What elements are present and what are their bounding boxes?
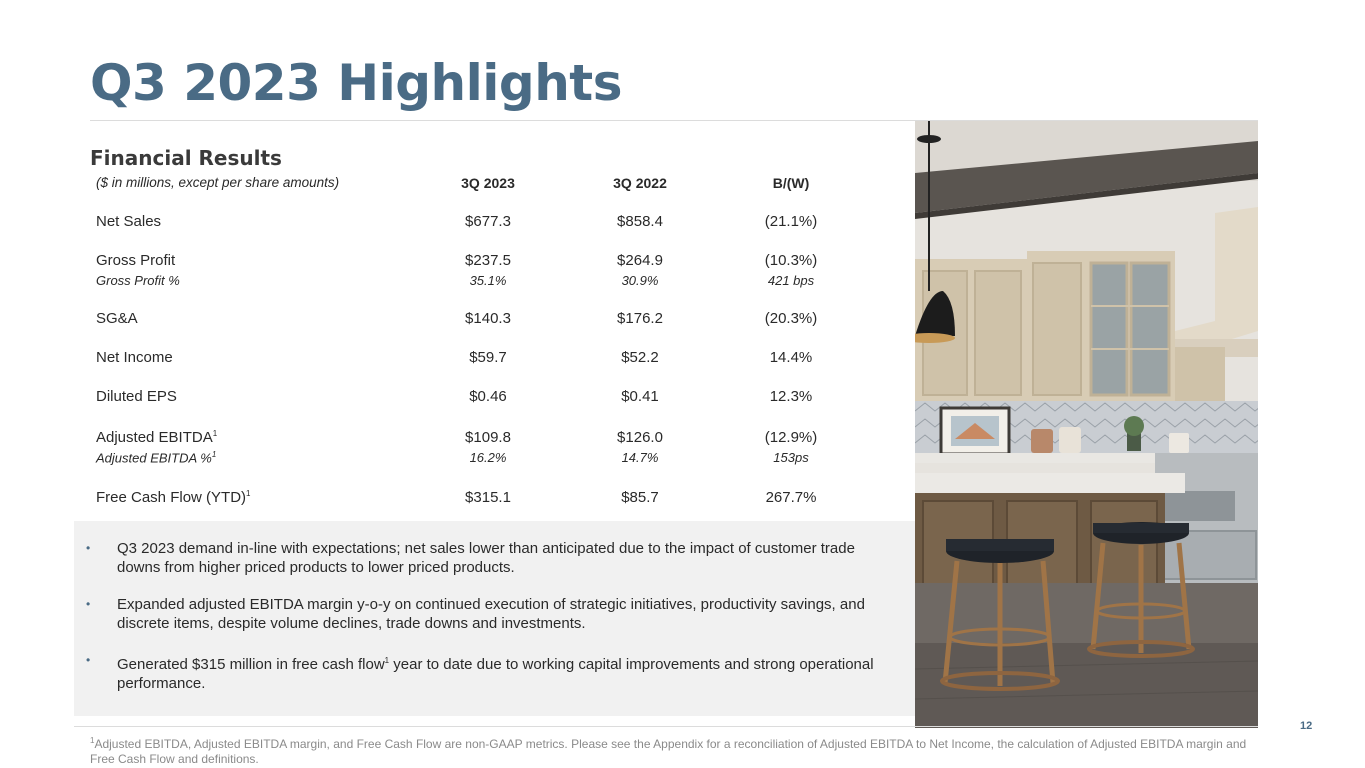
row-label (96, 429, 217, 446)
footnote-marker: 1 (211, 450, 217, 459)
table-header (96, 175, 896, 195)
bullet-text-pre: Generated $315 million in free cash flow (117, 656, 385, 673)
table-row-free-cash-flow (96, 489, 896, 509)
table-header-col2: 3Q 2022 (613, 175, 667, 191)
row-value-3q2023: 16.2% (469, 450, 507, 465)
table-row-gross-profit-pct (96, 273, 896, 293)
footnote-marker: 1 (212, 429, 218, 438)
row-value-bw: 153ps (773, 450, 809, 465)
row-value-bw: 267.7% (765, 489, 817, 506)
row-value-3q2022: $264.9 (617, 252, 663, 269)
row-label: Gross Profit % (96, 273, 180, 288)
row-value-bw: 14.4% (769, 349, 813, 366)
row-value-bw: 12.3% (769, 388, 813, 405)
row-value-bw: (12.9%) (764, 429, 818, 446)
row-value-bw: (10.3%) (764, 252, 818, 269)
row-value-bw: 421 bps (767, 273, 815, 288)
row-label-text: Free Cash Flow (YTD) (96, 489, 247, 506)
row-value-3q2022: $0.41 (621, 388, 659, 405)
footnote (90, 733, 1260, 767)
row-value-3q2023: $0.46 (469, 388, 507, 405)
table-row-net-sales (96, 213, 896, 233)
row-label (96, 450, 216, 465)
row-value-3q2022: 14.7% (621, 450, 659, 465)
row-value-3q2023: $59.7 (469, 349, 507, 366)
row-label: SG&A (96, 310, 138, 327)
bullet-text (117, 651, 887, 693)
bullet-dot-icon: • (86, 597, 91, 611)
row-value-3q2023: 35.1% (469, 273, 507, 288)
row-label: Net Sales (96, 213, 162, 230)
row-value-3q2022: $126.0 (617, 429, 663, 446)
page-number: 12 (1300, 720, 1313, 732)
table-row-net-income (96, 349, 896, 369)
row-value-3q2022: $858.4 (617, 213, 663, 230)
row-label (96, 489, 250, 506)
row-label: Gross Profit (96, 252, 176, 269)
table-row-gross-profit (96, 252, 896, 272)
footer-divider (74, 726, 1258, 727)
table-row-sga (96, 310, 896, 330)
footnote-marker: 1 (90, 736, 95, 745)
row-label-text: Adjusted EBITDA (96, 429, 213, 446)
row-value-3q2022: $85.7 (621, 489, 659, 506)
table-row-adjusted-ebitda (96, 429, 896, 449)
footnote-text: Adjusted EBITDA, Adjusted EBITDA margin, and Free Cash Flow are non-GAAP metrics. Please see the Appendix for a reconciliation of Adjusted EBITDA to Net Income, the calculation of Adjusted EBITDA margin and Free Cash Flow and definitions. (90, 737, 1247, 766)
table-row-adjusted-ebitda-pct (96, 450, 896, 470)
section-title: Financial Results (90, 146, 282, 170)
footnote-marker: 1 (384, 656, 390, 665)
row-value-bw: (20.3%) (764, 310, 818, 327)
bullet-text: Expanded adjusted EBITDA margin y-o-y on continued execution of strategic initiatives, productivity savings, and discrete items, despite volume declines, trade downs and investments. (117, 596, 865, 632)
row-value-3q2023: $677.3 (465, 213, 511, 230)
row-value-3q2023: $315.1 (465, 489, 511, 506)
row-value-3q2022: 30.9% (621, 273, 659, 288)
bullet-text-post: year to date due to working capital improvements and strong operational performance. (117, 656, 874, 692)
bullet-dot-icon: • (86, 541, 91, 555)
table-header-col3: B/(W) (772, 175, 810, 191)
table-row-diluted-eps (96, 388, 896, 408)
table-header-col1: 3Q 2023 (461, 175, 515, 191)
row-value-3q2023: $109.8 (465, 429, 511, 446)
row-label-text: Adjusted EBITDA % (96, 450, 212, 466)
bullet-dot-icon: • (86, 653, 91, 667)
row-value-3q2023: $237.5 (465, 252, 511, 269)
slide-title: Q3 2023 Highlights (90, 54, 622, 112)
footnote-marker: 1 (246, 489, 251, 498)
row-value-3q2022: $52.2 (621, 349, 659, 366)
row-value-3q2023: $140.3 (465, 310, 511, 327)
row-label: Net Income (96, 349, 173, 366)
row-label: Diluted EPS (96, 388, 177, 405)
table-header-label: ($ in millions, except per share amounts) (96, 175, 340, 190)
kitchen-photo (915, 121, 1258, 728)
row-value-bw: (21.1%) (764, 213, 818, 230)
bullet-text: Q3 2023 demand in-line with expectations; net sales lower than anticipated due to the impact of customer trade downs from higher priced products to lower priced products. (117, 540, 855, 576)
row-value-3q2022: $176.2 (617, 310, 663, 327)
